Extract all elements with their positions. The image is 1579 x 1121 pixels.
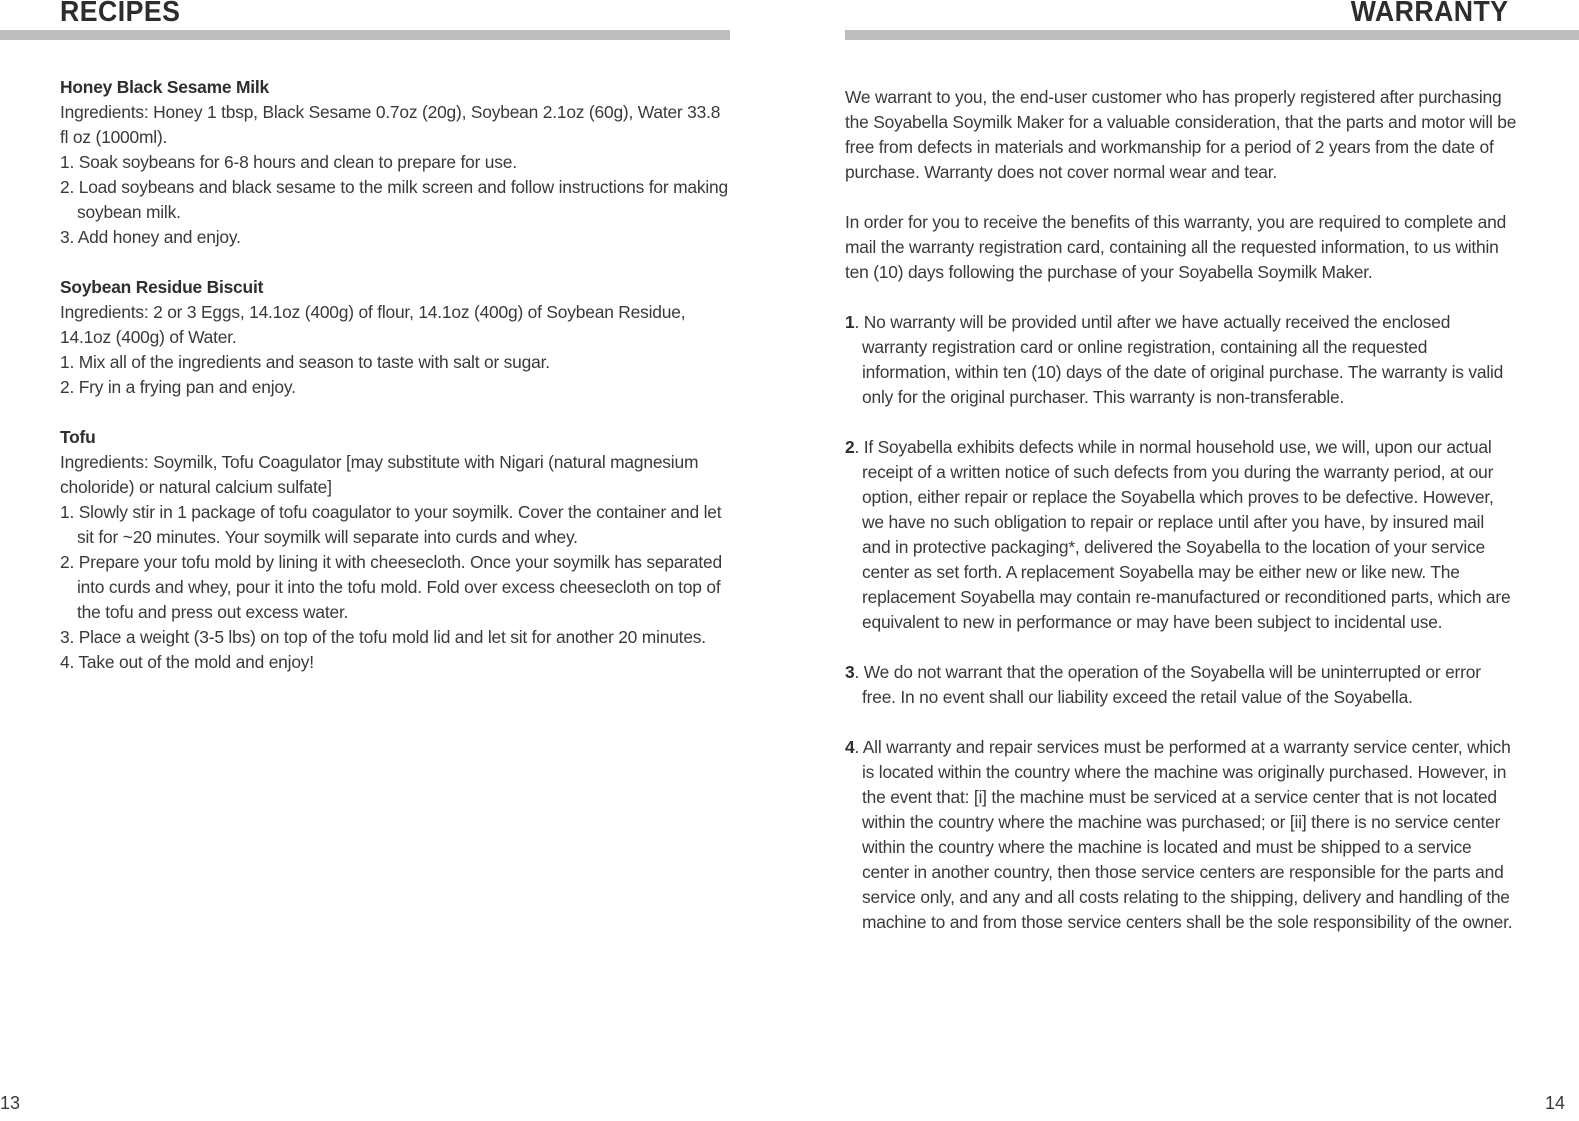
warranty-terms	[845, 310, 1517, 935]
recipe-step: 2. Load soybeans and black sesame to the milk screen and follow instructions for making soybean milk.	[60, 177, 728, 222]
recipe-steps	[60, 350, 728, 400]
term-text: . We do not warrant that the operation of the Soyabella will be uninterrupted or error free. In no event shall our liability exceed the retail value of the Soyabella.	[854, 662, 1481, 707]
warranty-paragraph: We warrant to you, the end-user customer who has properly registered after purchasing the Soyabella Soymilk Maker for a valuable consideration, that the parts and motor will be free from defects in materials and workmanship for a period of 2 years from the date of purchase. Warranty does not cover normal wear and tear.	[845, 87, 1517, 182]
recipes-title: RECIPES	[60, 0, 181, 28]
warranty-term	[845, 435, 1517, 635]
term-text: . No warranty will be provided until after we have actually received the enclosed warranty registration card or online registration, containing all the requested information, within ten (10) days of the date of original purchase. The warranty is valid only for the original purchaser. This warranty is non-transferable.	[854, 312, 1504, 407]
recipe-steps	[60, 150, 728, 250]
term-text: . All warranty and repair services must be performed at a warranty service center, which is located within the country where the machine was originally purchased. However, in the event that: [i] the machine must be serviced at a service center that is not located within the country where the machine was purchased; or [ii] there is no service center within the country where the machine is located and must be shipped to a service center in another country, then those service centers are responsible for the parts and service only, and any and all costs relating to the shipping, delivery and handling of the machine to and from those service centers shall be the sole responsibility of the owner.	[854, 737, 1513, 932]
recipes-body	[60, 75, 728, 700]
recipe-ingredients: Ingredients: Soymilk, Tofu Coagulator [may substitute with Nigari (natural magnesium choloride) or natural calcium sulfate]	[60, 452, 699, 497]
recipe-step: 2. Prepare your tofu mold by lining it with cheesecloth. Once your soymilk has separated into curds and whey, pour it into the tofu mold. Fold over excess cheesecloth on top of the tofu and press out excess water.	[60, 552, 722, 622]
recipe-step: 1. Mix all of the ingredients and season to taste with salt or sugar.	[60, 352, 550, 372]
recipe-step: 3. Add honey and enjoy.	[60, 227, 241, 247]
term-number: 2	[845, 437, 855, 457]
recipe-step: 1. Slowly stir in 1 package of tofu coagulator to your soymilk. Cover the container and let sit for ~20 minutes. Your soymilk will separate into curds and whey.	[60, 502, 722, 547]
recipe-step: 1. Soak soybeans for 6-8 hours and clean to prepare for use.	[60, 152, 517, 172]
page-number-left: 13	[0, 1093, 21, 1113]
recipe-ingredients: Ingredients: Honey 1 tbsp, Black Sesame 0.7oz (20g), Soybean 2.1oz (60g), Water 33.8 fl oz (1000ml).	[60, 102, 721, 147]
page-number-right: 14	[1544, 1093, 1565, 1113]
recipe-tofu	[60, 425, 728, 675]
term-number: 4	[845, 737, 855, 757]
recipe-title: Tofu	[60, 427, 96, 447]
recipe-soybean-residue-biscuit	[60, 275, 728, 400]
warranty-body	[845, 85, 1517, 960]
term-number: 3	[845, 662, 855, 682]
recipe-step: 3. Place a weight (3-5 lbs) on top of the tofu mold lid and let sit for another 20 minutes.	[60, 627, 706, 647]
recipes-title-rule	[0, 30, 730, 40]
recipe-title: Soybean Residue Biscuit	[60, 277, 264, 297]
warranty-term	[845, 660, 1517, 710]
warranty-title: WARRANTY	[1351, 0, 1509, 28]
recipe-honey-black-sesame-milk	[60, 75, 728, 250]
recipe-ingredients: Ingredients: 2 or 3 Eggs, 14.1oz (400g) of flour, 14.1oz (400g) of Soybean Residue, 14.1oz (400g) of Water.	[60, 302, 686, 347]
warranty-page	[845, 0, 1579, 1121]
warranty-title-rule	[845, 30, 1579, 40]
term-text: . If Soyabella exhibits defects while in normal household use, we will, upon our actual receipt of a written notice of such defects from you during the warranty period, at our option, either repair or replace the Soyabella which proves to be defective. However, we have no such obligation to repair or replace until after you have, by insured mail and in protective packaging*, delivered the Soyabella to the location of your service center as set forth. A replacement Soyabella may be either new or like new. The replacement Soyabella may contain re-manufactured or reconditioned parts, which are equivalent to new in performance or may have been subject to incidental use.	[854, 437, 1511, 632]
recipe-steps	[60, 500, 728, 675]
recipe-title: Honey Black Sesame Milk	[60, 77, 270, 97]
warranty-term	[845, 310, 1517, 410]
warranty-term	[845, 735, 1517, 935]
recipes-page	[0, 0, 740, 1121]
warranty-paragraph: In order for you to receive the benefits of this warranty, you are required to complete and mail the warranty registration card, containing all the requested information, to us within ten (10) days following the purchase of your Soyabella Soymilk Maker.	[845, 212, 1507, 282]
term-number: 1	[845, 312, 855, 332]
recipe-step: 4. Take out of the mold and enjoy!	[60, 652, 314, 672]
recipe-step: 2. Fry in a frying pan and enjoy.	[60, 377, 296, 397]
